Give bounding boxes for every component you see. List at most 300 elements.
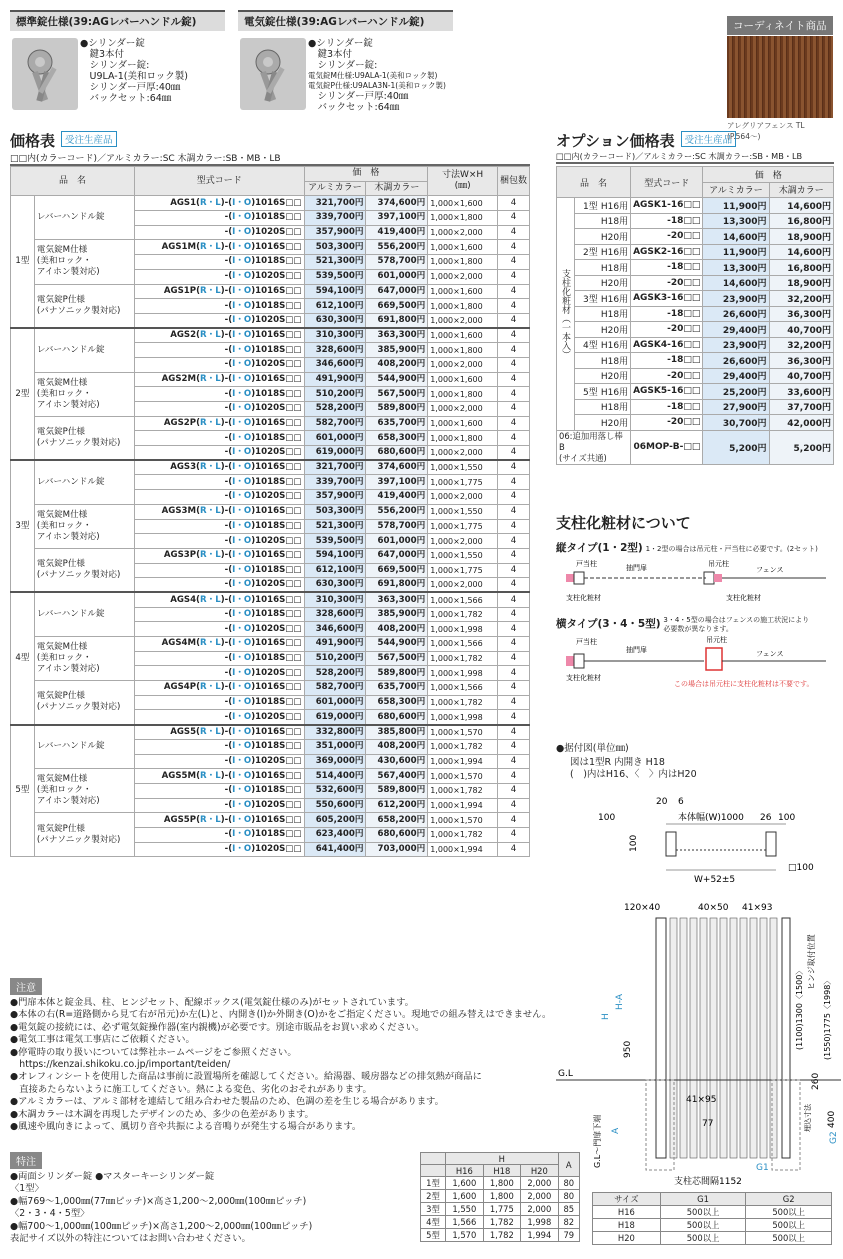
price-alu: 503,300円	[304, 504, 366, 519]
size: 1,000×1,800	[428, 255, 498, 270]
price-wood: 647,000円	[366, 548, 428, 563]
price-alu: 321,700円	[304, 196, 366, 211]
qty: 4	[497, 783, 529, 798]
price-wood: 578,700円	[366, 519, 428, 534]
table-row: H20 500以上 500以上	[593, 1232, 832, 1245]
install-caption: 図は1型R 内開き H18 ( )内はH16、〈 〉内はH20	[570, 757, 697, 780]
qty: 4	[497, 255, 529, 270]
coordinate-caption: アレグリアフェンス TL (P.564〜)	[727, 121, 813, 141]
extra-name: 06:追加用落し棒B (サイズ共通)	[557, 430, 631, 464]
option-code: -20□□	[631, 229, 703, 245]
price-alu: 346,600円	[304, 622, 366, 637]
option-wood: 14,600円	[769, 244, 833, 260]
model-code: -(I・O)1020S□□	[135, 446, 304, 461]
option-size: H18用	[575, 260, 631, 276]
option-wood: 33,600円	[769, 384, 833, 400]
option-alu: 25,200円	[703, 384, 769, 400]
red-note: この場合は吊元柱に支柱化粧材は不要です。	[674, 680, 814, 688]
price-alu: 619,000円	[304, 710, 366, 725]
size: 1,000×1,570	[428, 725, 498, 740]
option-row	[557, 384, 834, 400]
table-row: 1型 1,600 1,800 2,000 80	[421, 1177, 580, 1190]
product-name: 電気錠P仕様 (パナソニック製対応)	[34, 681, 134, 725]
product-name: 電気錠P仕様 (パナソニック製対応)	[34, 416, 134, 460]
product-name: レバーハンドル錠	[34, 196, 134, 240]
price-section	[10, 130, 530, 166]
model-code: -(I・O)1020S□□	[135, 622, 304, 637]
lock-spec-line: バックセット:64㎜	[308, 102, 400, 113]
price-wood: 374,600円	[366, 196, 428, 211]
product-name: 電気錠P仕様 (パナソニック製対応)	[34, 284, 134, 328]
table-row: 4型 1,566 1,782 1,998 82	[421, 1216, 580, 1229]
qty: 4	[497, 754, 529, 769]
option-alu: 11,900円	[703, 244, 769, 260]
install-title: ●据付図(単位㎜)	[556, 743, 629, 754]
qty: 4	[497, 196, 529, 211]
product-name: レバーハンドル錠	[34, 328, 134, 372]
option-wood: 32,200円	[769, 291, 833, 307]
model-code: AGS3P(R・L)-(I・O)1016S□□	[135, 548, 304, 563]
price-table	[10, 166, 530, 857]
size: 1,000×1,600	[428, 328, 498, 343]
note-line: ●電気錠の接続には、必ず電気錠操作器(室内親機)が必要です。別途市販品をお買い求めください。	[10, 1021, 425, 1033]
height-table: H A H16 H18 H20 1型 1,600 1,800 2,000 80 2型 1,600 1,800 2,000 80 3型 1,550 1,775 2,000 85 4型 1,566 1,782 1,998 82 5型 1,570 1,782 1,994 79	[420, 1152, 580, 1242]
price-wood: 374,600円	[366, 460, 428, 475]
col-price: 価 格	[304, 167, 428, 182]
price-alu: 346,600円	[304, 357, 366, 372]
product-name: 電気錠M仕様 (美和ロック・ アイホン製対応)	[34, 372, 134, 416]
model-code: -(I・O)1018S□□	[135, 783, 304, 798]
option-wood: 36,300円	[769, 353, 833, 369]
label-todate: 戸当柱	[576, 560, 597, 568]
option-row	[557, 229, 834, 245]
price-alu: 503,300円	[304, 240, 366, 255]
size: 1,000×1,550	[428, 460, 498, 475]
size: 1,000×1,994	[428, 842, 498, 857]
option-row-extra	[557, 430, 834, 464]
label-fence-2: フェンス	[756, 650, 784, 658]
price-alu: 641,400円	[304, 842, 366, 857]
size: 1,000×1,600	[428, 372, 498, 387]
price-wood: 567,400円	[366, 769, 428, 784]
option-code: AGSK5-16□□	[631, 384, 703, 400]
model-code: -(I・O)1018S□□	[135, 387, 304, 402]
model-code: -(I・O)1018S□□	[135, 651, 304, 666]
note-line: ●本体の右(R=道路側から見て右が吊元)か左(L)と、内開き(I)か外開き(O)かをご指定ください。現地での組み替えはできません。	[10, 1009, 552, 1021]
svg-text:H: H	[601, 1013, 611, 1020]
price-wood: 544,900円	[366, 372, 428, 387]
option-row	[557, 291, 834, 307]
extra-code: 06MOP-B-□□	[631, 430, 703, 464]
table-row: H18 500以上 500以上	[593, 1219, 832, 1232]
size: 1,000×2,000	[428, 313, 498, 328]
size: 1,000×1,550	[428, 504, 498, 519]
qty: 4	[497, 519, 529, 534]
option-subtitle: □□内(カラーコード)／アルミカラー:SC 木調カラー:SB・MB・LB	[556, 151, 834, 164]
option-wood: 40,700円	[769, 368, 833, 384]
model-code: AGS1P(R・L)-(I・O)1016S□□	[135, 284, 304, 299]
svg-text:H-A: H-A	[615, 994, 625, 1010]
price-wood: 601,000円	[366, 269, 428, 284]
price-alu: 321,700円	[304, 460, 366, 475]
price-alu: 605,200円	[304, 813, 366, 828]
made-to-order-badge: 受注生産品	[61, 131, 117, 147]
qty: 4	[497, 328, 529, 343]
qty: 4	[497, 798, 529, 813]
model-code: AGS3M(R・L)-(I・O)1016S□□	[135, 504, 304, 519]
yoko-type: 横タイプ(3・4・5型) 3・4・5型の場合はフェンスの施工状況により 必要数が異なります。	[556, 616, 810, 633]
model-code: -(I・O)1020S□□	[135, 798, 304, 813]
lock-standard-specs	[80, 38, 188, 104]
svg-text:G.L〜門扉下端: G.L〜門扉下端	[593, 1114, 602, 1168]
table-row: 2型 1,600 1,800 2,000 80	[421, 1190, 580, 1203]
qty: 4	[497, 769, 529, 784]
option-code: -20□□	[631, 275, 703, 291]
label-fence: フェンス	[756, 566, 784, 574]
note-line: https://kenzai.shikoku.co.jp/important/teiden/	[10, 1059, 231, 1071]
model-code: -(I・O)1020S□□	[135, 666, 304, 681]
model-code: AGS1(R・L)-(I・O)1016S□□	[135, 196, 304, 211]
option-code: -18□□	[631, 260, 703, 276]
lock-spec-line: バックセット:64㎜	[80, 93, 172, 104]
qty: 4	[497, 402, 529, 417]
svg-text:□100: □100	[788, 863, 814, 873]
qty: 4	[497, 637, 529, 652]
special-line: 〈1型〉	[10, 1183, 44, 1195]
price-wood: 397,100円	[366, 475, 428, 490]
size: 1,000×1,994	[428, 798, 498, 813]
option-code: -18□□	[631, 353, 703, 369]
option-alu: 14,600円	[703, 229, 769, 245]
model-code: -(I・O)1018S□□	[135, 827, 304, 842]
option-size: H18用	[575, 213, 631, 229]
option-wood: 37,700円	[769, 399, 833, 415]
opt-col-alu: アルミカラー	[703, 182, 769, 198]
price-alu: 491,900円	[304, 372, 366, 387]
price-wood: 680,600円	[366, 827, 428, 842]
table-row	[11, 196, 530, 211]
option-size: 2型 H16用	[575, 244, 631, 260]
price-wood: 556,200円	[366, 240, 428, 255]
size: 1,000×1,800	[428, 431, 498, 446]
model-code: -(I・O)1020S□□	[135, 313, 304, 328]
opt-col-name: 品 名	[557, 167, 631, 198]
option-size: H18用	[575, 353, 631, 369]
svg-text:100: 100	[598, 813, 616, 823]
qty: 4	[497, 211, 529, 226]
type-label: 5型	[11, 725, 35, 857]
opt-col-wood: 木調カラー	[769, 182, 833, 198]
product-name: 電気錠M仕様 (美和ロック・ アイホン製対応)	[34, 769, 134, 813]
price-wood: 363,300円	[366, 328, 428, 343]
notes-section	[10, 978, 551, 1133]
lock-electric	[238, 10, 453, 31]
size: 1,000×1,566	[428, 637, 498, 652]
price-wood: 578,700円	[366, 255, 428, 270]
gate-slat	[750, 918, 757, 1158]
extra-alu: 5,200円	[703, 430, 769, 464]
table-row	[11, 592, 530, 607]
svg-text:A: A	[611, 1127, 621, 1134]
model-code: -(I・O)1018S□□	[135, 607, 304, 622]
option-size: H18用	[575, 399, 631, 415]
special-title: 特注	[10, 1152, 42, 1169]
qty: 4	[497, 725, 529, 740]
svg-text:埋込寸法: 埋込寸法	[804, 1104, 812, 1132]
svg-text:G2: G2	[829, 1131, 839, 1144]
coordinate-image	[727, 36, 833, 118]
price-alu: 612,100円	[304, 563, 366, 578]
table-row	[11, 769, 530, 784]
price-alu: 630,300円	[304, 313, 366, 328]
price-alu: 582,700円	[304, 416, 366, 431]
model-code: -(I・O)1018S□□	[135, 563, 304, 578]
option-code: -18□□	[631, 399, 703, 415]
lock-spec-line: ●シリンダー錠	[308, 38, 373, 49]
size: 1,000×1,600	[428, 416, 498, 431]
price-wood: 669,500円	[366, 563, 428, 578]
size: 1,000×1,600	[428, 240, 498, 255]
qty: 4	[497, 357, 529, 372]
h-header: H	[446, 1153, 559, 1165]
product-name: 電気錠P仕様 (パナソニック製対応)	[34, 813, 134, 857]
qty: 4	[497, 563, 529, 578]
gate-slat	[740, 918, 747, 1158]
price-alu: 623,400円	[304, 827, 366, 842]
type-label: 1型	[11, 196, 35, 328]
option-alu: 13,300円	[703, 260, 769, 276]
note-line: ●木調カラーは木調を再現したデザインのため、多少の色差があります。	[10, 1108, 314, 1120]
option-size: H20用	[575, 368, 631, 384]
model-code: AGS2(R・L)-(I・O)1016S□□	[135, 328, 304, 343]
svg-text:(1100)1300〈1500〉: (1100)1300〈1500〉	[795, 966, 804, 1050]
option-code: -20□□	[631, 322, 703, 338]
model-code: -(I・O)1018S□□	[135, 739, 304, 754]
size: 1,000×1,600	[428, 196, 498, 211]
lock-spec-line: ●シリンダー錠	[80, 38, 145, 49]
price-wood: 408,200円	[366, 357, 428, 372]
key-image	[12, 38, 78, 110]
price-wood: 589,800円	[366, 783, 428, 798]
model-code: -(I・O)1018S□□	[135, 211, 304, 226]
size: 1,000×2,000	[428, 446, 498, 461]
price-alu: 339,700円	[304, 211, 366, 226]
option-badge: 受注生産品	[681, 131, 737, 147]
size: 1,000×1,782	[428, 607, 498, 622]
size: 1,000×1,998	[428, 666, 498, 681]
price-alu: 619,000円	[304, 446, 366, 461]
size: 1,000×1,800	[428, 387, 498, 402]
option-wood: 36,300円	[769, 306, 833, 322]
option-size: 4型 H16用	[575, 337, 631, 353]
option-table	[556, 166, 834, 465]
qty: 4	[497, 548, 529, 563]
option-wood: 14,600円	[769, 198, 833, 214]
table-row	[11, 813, 530, 828]
qty: 4	[497, 490, 529, 505]
option-row	[557, 306, 834, 322]
option-wood: 16,800円	[769, 213, 833, 229]
svg-text:100: 100	[629, 834, 639, 852]
size: 1,000×1,600	[428, 284, 498, 299]
note-line: ●オレフィンシートを使用した商品は事前に設置場所を確認してください。給湯器、暖房器などの排気熱が商品に	[10, 1071, 482, 1083]
col-alu: アルミカラー	[304, 181, 366, 196]
price-wood: 589,800円	[366, 666, 428, 681]
size: 1,000×1,566	[428, 681, 498, 696]
svg-text:支柱芯間隔1152: 支柱芯間隔1152	[674, 1177, 742, 1187]
note-line: ●電気工事は電気工事店にご依頼ください。	[10, 1034, 195, 1046]
qty: 4	[497, 446, 529, 461]
option-row	[557, 198, 834, 214]
svg-text:W+52±5: W+52±5	[694, 875, 736, 885]
model-code: -(I・O)1020S□□	[135, 402, 304, 417]
label-tsurimoto: 吊元柱	[708, 560, 729, 568]
qty: 4	[497, 592, 529, 607]
model-code: -(I・O)1018S□□	[135, 343, 304, 358]
qty: 4	[497, 504, 529, 519]
opt-col-code: 型式コード	[631, 167, 703, 198]
size: 1,000×2,000	[428, 357, 498, 372]
svg-text:20: 20	[656, 797, 668, 807]
lock-spec-line: シリンダー錠:	[80, 60, 150, 71]
product-name: 電気錠M仕様 (美和ロック・ アイホン製対応)	[34, 637, 134, 681]
price-wood: 419,400円	[366, 225, 428, 240]
note-line: 直接あたらないように施工してください。熱による変色、劣化のおそれがあります。	[10, 1083, 372, 1095]
svg-text:ヒンジ取付位置: ヒンジ取付位置	[807, 934, 816, 990]
qty: 4	[497, 240, 529, 255]
option-row	[557, 353, 834, 369]
yoko-diagram	[556, 634, 836, 690]
type-label: 2型	[11, 328, 35, 460]
option-wood: 42,000円	[769, 415, 833, 431]
option-code: AGSK4-16□□	[631, 337, 703, 353]
option-size: 3型 H16用	[575, 291, 631, 307]
svg-text:(1550)1775〈1998〉: (1550)1775〈1998〉	[823, 976, 832, 1060]
price-wood: 385,800円	[366, 725, 428, 740]
label-kesho-3: 支柱化粧材	[566, 674, 601, 682]
qty: 4	[497, 813, 529, 828]
price-alu: 582,700円	[304, 681, 366, 696]
opt-col-price: 価 格	[703, 167, 834, 183]
price-alu: 339,700円	[304, 475, 366, 490]
table-row	[11, 240, 530, 255]
svg-text:40×50: 40×50	[698, 903, 729, 913]
size: 1,000×1,782	[428, 783, 498, 798]
special-line: 〈2・3・4・5型〉	[10, 1208, 90, 1220]
model-code: -(I・O)1020S□□	[135, 842, 304, 857]
price-alu: 594,100円	[304, 284, 366, 299]
qty: 4	[497, 622, 529, 637]
price-wood: 567,500円	[366, 387, 428, 402]
model-code: -(I・O)1020S□□	[135, 578, 304, 593]
size: 1,000×2,000	[428, 490, 498, 505]
lock-electric-specs	[308, 38, 446, 113]
price-alu: 310,300円	[304, 328, 366, 343]
qty: 4	[497, 842, 529, 857]
table-row	[11, 328, 530, 343]
size: 1,000×1,570	[428, 813, 498, 828]
option-alu: 29,400円	[703, 368, 769, 384]
post-title: 支柱化粧材について	[556, 514, 691, 532]
size: 1,000×1,775	[428, 475, 498, 490]
model-code: AGS4(R・L)-(I・O)1016S□□	[135, 592, 304, 607]
option-code: -18□□	[631, 306, 703, 322]
gate-slat	[690, 918, 697, 1158]
price-alu: 630,300円	[304, 578, 366, 593]
price-wood: 703,000円	[366, 842, 428, 857]
option-wood: 18,900円	[769, 275, 833, 291]
special-line: ●幅769〜1,000㎜(77㎜ピッチ)×高さ1,200〜2,000㎜(100㎜ピッチ)	[10, 1195, 307, 1207]
lock-spec-line: U9LA-1(美和ロック製)	[80, 71, 188, 82]
model-code: AGS2M(R・L)-(I・O)1016S□□	[135, 372, 304, 387]
option-row	[557, 244, 834, 260]
size: 1,000×2,000	[428, 402, 498, 417]
product-name: レバーハンドル錠	[34, 460, 134, 504]
price-wood: 408,200円	[366, 622, 428, 637]
price-wood: 658,300円	[366, 431, 428, 446]
price-alu: 310,300円	[304, 592, 366, 607]
tate-diagram	[556, 556, 836, 606]
option-row	[557, 322, 834, 338]
size: 1,000×1,782	[428, 651, 498, 666]
qty: 4	[497, 681, 529, 696]
qty: 4	[497, 475, 529, 490]
size: 1,000×1,550	[428, 548, 498, 563]
model-code: -(I・O)1020S□□	[135, 357, 304, 372]
model-code: -(I・O)1020S□□	[135, 490, 304, 505]
type-label: 4型	[11, 592, 35, 724]
price-wood: 680,600円	[366, 710, 428, 725]
price-wood: 658,200円	[366, 813, 428, 828]
extra-wood: 5,200円	[769, 430, 833, 464]
option-alu: 23,900円	[703, 291, 769, 307]
option-row	[557, 415, 834, 431]
coordinate-title: コーディネイト商品	[727, 16, 833, 35]
price-wood: 612,200円	[366, 798, 428, 813]
size: 1,000×1,570	[428, 769, 498, 784]
qty: 4	[497, 534, 529, 549]
option-size: 5型 H16用	[575, 384, 631, 400]
option-alu: 27,900円	[703, 399, 769, 415]
lock-spec-line: 鍵3本付	[308, 49, 353, 60]
product-name: レバーハンドル錠	[34, 725, 134, 769]
price-wood: 691,800円	[366, 313, 428, 328]
note-line: ●門扉本体と錠金具、柱、ヒンジセット、配線ボックス(電気錠仕様のみ)がセットされています。	[10, 997, 414, 1008]
keys-icon	[240, 38, 306, 110]
qty: 4	[497, 299, 529, 314]
table-row	[11, 504, 530, 519]
col-size: 寸法W×H (㎜)	[428, 167, 498, 196]
model-code: AGS5P(R・L)-(I・O)1016S□□	[135, 813, 304, 828]
lock-spec-line: シリンダー戸厚:40㎜	[308, 91, 409, 102]
model-code: -(I・O)1020S□□	[135, 754, 304, 769]
model-code: -(I・O)1018S□□	[135, 519, 304, 534]
qty: 4	[497, 739, 529, 754]
table-row	[11, 548, 530, 563]
option-size: H20用	[575, 275, 631, 291]
option-row	[557, 337, 834, 353]
label-kesho-2: 支柱化粧材	[726, 594, 761, 602]
note-line: ●風速や風向きによって、風切り音や共振による音鳴りが発生する場合があります。	[10, 1121, 362, 1133]
qty: 4	[497, 313, 529, 328]
size: 1,000×1,775	[428, 519, 498, 534]
price-wood: 430,600円	[366, 754, 428, 769]
lock-spec-small: 電気錠M仕様:U9ALA-1(美和ロック製)	[308, 71, 438, 80]
svg-text:本体幅(W)1000: 本体幅(W)1000	[678, 813, 744, 823]
qty: 4	[497, 269, 529, 284]
table-row	[11, 725, 530, 740]
price-alu: 510,200円	[304, 387, 366, 402]
